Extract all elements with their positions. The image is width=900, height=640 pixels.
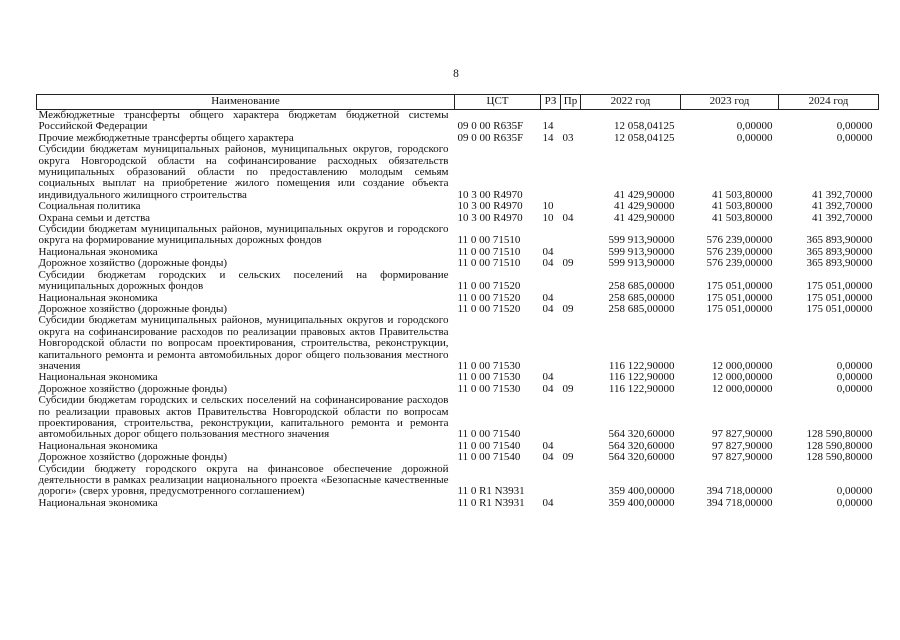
cell-2024: 41 392,70000 — [812, 200, 873, 213]
cell-2024: 175 051,00000 — [806, 291, 873, 304]
cell-name: Дорожное хозяйство (дорожные фонды) — [38, 302, 228, 315]
cell-name: Национальная экономика — [38, 371, 158, 384]
cell-2023: 0,00000 — [736, 131, 773, 144]
cell-2022: 599 913,90000 — [608, 234, 675, 247]
cell-2024: 0,00000 — [836, 371, 873, 384]
cell-cst: 11 0 00 71520 — [457, 291, 521, 304]
cell-pr — [561, 315, 581, 372]
header-2023: 2023 год — [681, 95, 779, 110]
cell-name: Дорожное хозяйство (дорожные фонды) — [38, 382, 228, 395]
cell-name: Национальная экономика — [38, 496, 158, 509]
table-row — [37, 144, 879, 201]
cell-pr — [561, 224, 581, 247]
cell-pr: 09 — [562, 382, 574, 395]
cell-pr — [561, 395, 581, 441]
cell-cst: 09 0 00 R635F — [457, 120, 524, 133]
cell-2023: 175 051,00000 — [706, 280, 773, 293]
cell-pr — [561, 144, 581, 201]
table-row — [37, 452, 879, 463]
cell-2023: 576 239,00000 — [706, 257, 773, 270]
cell-rz: 04 — [542, 451, 554, 464]
cell-cst: 11 0 00 71540 — [457, 439, 521, 452]
cell-2022: 41 429,90000 — [614, 211, 675, 224]
cell-cst: 09 0 00 R635F — [457, 131, 524, 144]
cell-2024: 175 051,00000 — [806, 302, 873, 315]
cell-rz: 04 — [542, 257, 554, 270]
table-row — [37, 315, 879, 372]
cell-2023: 0,00000 — [736, 120, 773, 133]
cell-2023: 12 000,00000 — [712, 382, 773, 395]
cell-2022: 12 058,04125 — [614, 120, 675, 133]
cell-2024: 175 051,00000 — [806, 280, 873, 293]
cell-2024: 365 893,90000 — [806, 257, 873, 270]
cell-rz: 14 — [542, 120, 554, 133]
header-pr: Пр — [561, 95, 581, 110]
cell-2022: 116 122,90000 — [608, 359, 675, 372]
cell-2023: 12 000,00000 — [712, 359, 773, 372]
cell-2023: 394 718,00000 — [706, 496, 773, 509]
cell-cst: 11 0 00 71530 — [457, 371, 521, 384]
cell-name: Субсидии бюджету городского округа на финансовое обеспечение дорожной деятельности в рамках реализации национального проекта «Безопасные качественные дороги» (сверх уровня, предусмотренного соглашением) — [38, 462, 449, 498]
cell-name: Субсидии бюджетам городских и сельских поселений на софинансирование расходов по реализации правовых актов Правительства Новгородской области по вопросам проектирования, строительства, реконструкции, капитального ремонта и ремонта автомобильных дорог общего пользования местного значения — [38, 394, 449, 441]
cell-2024: 0,00000 — [836, 496, 873, 509]
cell-2024: 0,00000 — [836, 485, 873, 498]
cell-cst: 10 3 00 R4970 — [457, 188, 523, 201]
table-row — [37, 224, 879, 247]
header-cst: ЦСТ — [455, 95, 541, 110]
cell-2024: 365 893,90000 — [806, 234, 873, 247]
cell-2023: 175 051,00000 — [706, 302, 773, 315]
cell-2024: 0,00000 — [836, 131, 873, 144]
cell-2023: 97 827,90000 — [712, 428, 773, 441]
cell-rz — [541, 144, 561, 201]
cell-cst: 11 0 00 71530 — [457, 382, 521, 395]
cell-name: Субсидии бюджетам городских и сельских поселений на формирование муниципальных дорожных фондов — [38, 268, 449, 293]
cell-2023: 97 827,90000 — [712, 439, 773, 452]
cell-cst: 11 0 00 71510 — [457, 257, 521, 270]
cell-pr: 09 — [562, 451, 574, 464]
cell-rz — [541, 464, 561, 498]
cell-name: Социальная политика — [38, 200, 141, 213]
cell-name: Межбюджетные трансферты общего характера бюджетам бюджетной системы Российской Федерации — [38, 109, 449, 133]
cell-pr — [561, 498, 581, 509]
table-row — [37, 498, 879, 509]
cell-2022: 599 913,90000 — [608, 245, 675, 258]
cell-rz: 04 — [542, 302, 554, 315]
budget-table — [36, 94, 879, 509]
cell-rz — [541, 395, 561, 441]
cell-name: Охрана семьи и детства — [38, 211, 151, 224]
cell-rz — [541, 224, 561, 247]
cell-name: Субсидии бюджетам муниципальных районов, муниципальных округов, городского округа Новгородской области на софинансирование расходных обязательств муниципальных образований области по предоставлению молодым семьям социальных выплат на приобретение жилого помещения или создание объекта индивидуального жилищного строительства — [38, 143, 449, 201]
cell-name: Национальная экономика — [38, 439, 158, 452]
cell-rz: 04 — [542, 382, 554, 395]
cell-2022: 564 320,60000 — [608, 451, 675, 464]
cell-2023: 576 239,00000 — [706, 234, 773, 247]
cell-cst: 11 0 R1 N3931 — [457, 496, 525, 509]
table-row — [37, 258, 879, 269]
cell-rz: 04 — [542, 245, 554, 258]
header-2022: 2022 год — [581, 95, 681, 110]
cell-rz: 10 — [542, 211, 554, 224]
table-row — [37, 270, 879, 293]
cell-2022: 12 058,04125 — [614, 131, 675, 144]
cell-rz: 04 — [542, 291, 554, 304]
header-rz: РЗ — [541, 95, 561, 110]
cell-rz: 04 — [542, 371, 554, 384]
table-body — [37, 110, 879, 510]
table-row — [37, 201, 879, 212]
cell-cst: 11 0 00 71520 — [457, 302, 521, 315]
cell-2023: 41 503,80000 — [712, 211, 773, 224]
cell-name: Дорожное хозяйство (дорожные фонды) — [38, 451, 228, 464]
cell-rz — [541, 315, 561, 372]
cell-cst: 11 0 00 71530 — [457, 359, 521, 372]
cell-2023: 175 051,00000 — [706, 291, 773, 304]
cell-cst: 10 3 00 R4970 — [457, 200, 523, 213]
cell-2022: 258 685,00000 — [608, 302, 675, 315]
cell-cst: 11 0 00 71510 — [457, 234, 521, 247]
cell-2024: 128 590,80000 — [806, 428, 873, 441]
cell-2022: 41 429,90000 — [614, 200, 675, 213]
cell-rz: 04 — [542, 439, 554, 452]
cell-rz: 10 — [542, 200, 554, 213]
cell-cst: 11 0 00 71520 — [457, 280, 521, 293]
cell-name: Субсидии бюджетам муниципальных районов, муниципальных округов и городского округа на софинансирование расходов по реализации правовых актов Правительства Новгородской области по вопросам проектирования, строительства, реконструкции, капитального ремонта и ремонта автомобильных дорог общего пользования местного значения — [38, 314, 449, 372]
cell-2022: 599 913,90000 — [608, 257, 675, 270]
cell-pr — [561, 110, 581, 133]
cell-cst: 10 3 00 R4970 — [457, 211, 523, 224]
cell-2023: 12 000,00000 — [712, 371, 773, 384]
cell-2024: 0,00000 — [836, 359, 873, 372]
table-header — [37, 95, 879, 110]
cell-rz — [541, 270, 561, 293]
cell-2023: 576 239,00000 — [706, 245, 773, 258]
cell-2022: 258 685,00000 — [608, 291, 675, 304]
table-row — [37, 395, 879, 441]
cell-2022: 359 400,00000 — [608, 485, 675, 498]
cell-pr — [561, 201, 581, 212]
header-row — [37, 95, 879, 110]
cell-cst: 11 0 00 71540 — [457, 428, 521, 441]
cell-name: Прочие межбюджетные трансферты общего характера — [38, 131, 294, 144]
cell-name: Субсидии бюджетам муниципальных районов, муниципальных округов и городского округа на формирование муниципальных дорожных фондов — [38, 223, 449, 247]
cell-rz: 04 — [542, 496, 554, 509]
cell-2022: 116 122,90000 — [608, 371, 675, 384]
cell-2024: 41 392,70000 — [812, 211, 873, 224]
cell-2024: 128 590,80000 — [806, 451, 873, 464]
table-row — [37, 110, 879, 133]
cell-name: Национальная экономика — [38, 245, 158, 258]
cell-2022: 258 685,00000 — [608, 280, 675, 293]
page-number: 8 — [453, 68, 459, 80]
cell-2024: 128 590,80000 — [806, 439, 873, 452]
cell-pr: 09 — [562, 257, 574, 270]
cell-2023: 97 827,90000 — [712, 451, 773, 464]
cell-2022: 564 320,60000 — [608, 439, 675, 452]
table-row — [37, 464, 879, 498]
cell-rz: 14 — [542, 131, 554, 144]
cell-pr — [561, 464, 581, 498]
cell-2023: 41 503,80000 — [712, 200, 773, 213]
cell-pr: 09 — [562, 302, 574, 315]
cell-2023: 41 503,80000 — [712, 188, 773, 201]
cell-2022: 41 429,90000 — [614, 188, 675, 201]
cell-2024: 0,00000 — [836, 382, 873, 395]
cell-name: Дорожное хозяйство (дорожные фонды) — [38, 257, 228, 270]
header-name: Наименование — [37, 95, 455, 110]
cell-pr: 04 — [562, 211, 574, 224]
cell-2022: 564 320,60000 — [608, 428, 675, 441]
cell-pr — [561, 270, 581, 293]
cell-cst: 11 0 00 71540 — [457, 451, 521, 464]
cell-2024: 0,00000 — [836, 120, 873, 133]
cell-pr: 03 — [562, 131, 574, 144]
cell-2022: 116 122,90000 — [608, 382, 675, 395]
cell-2022: 359 400,00000 — [608, 496, 675, 509]
cell-name: Национальная экономика — [38, 291, 158, 304]
header-2024: 2024 год — [779, 95, 879, 110]
cell-cst: 11 0 R1 N3931 — [457, 485, 525, 498]
cell-cst: 11 0 00 71510 — [457, 245, 521, 258]
cell-2024: 365 893,90000 — [806, 245, 873, 258]
cell-2023: 394 718,00000 — [706, 485, 773, 498]
cell-2024: 41 392,70000 — [812, 188, 873, 201]
